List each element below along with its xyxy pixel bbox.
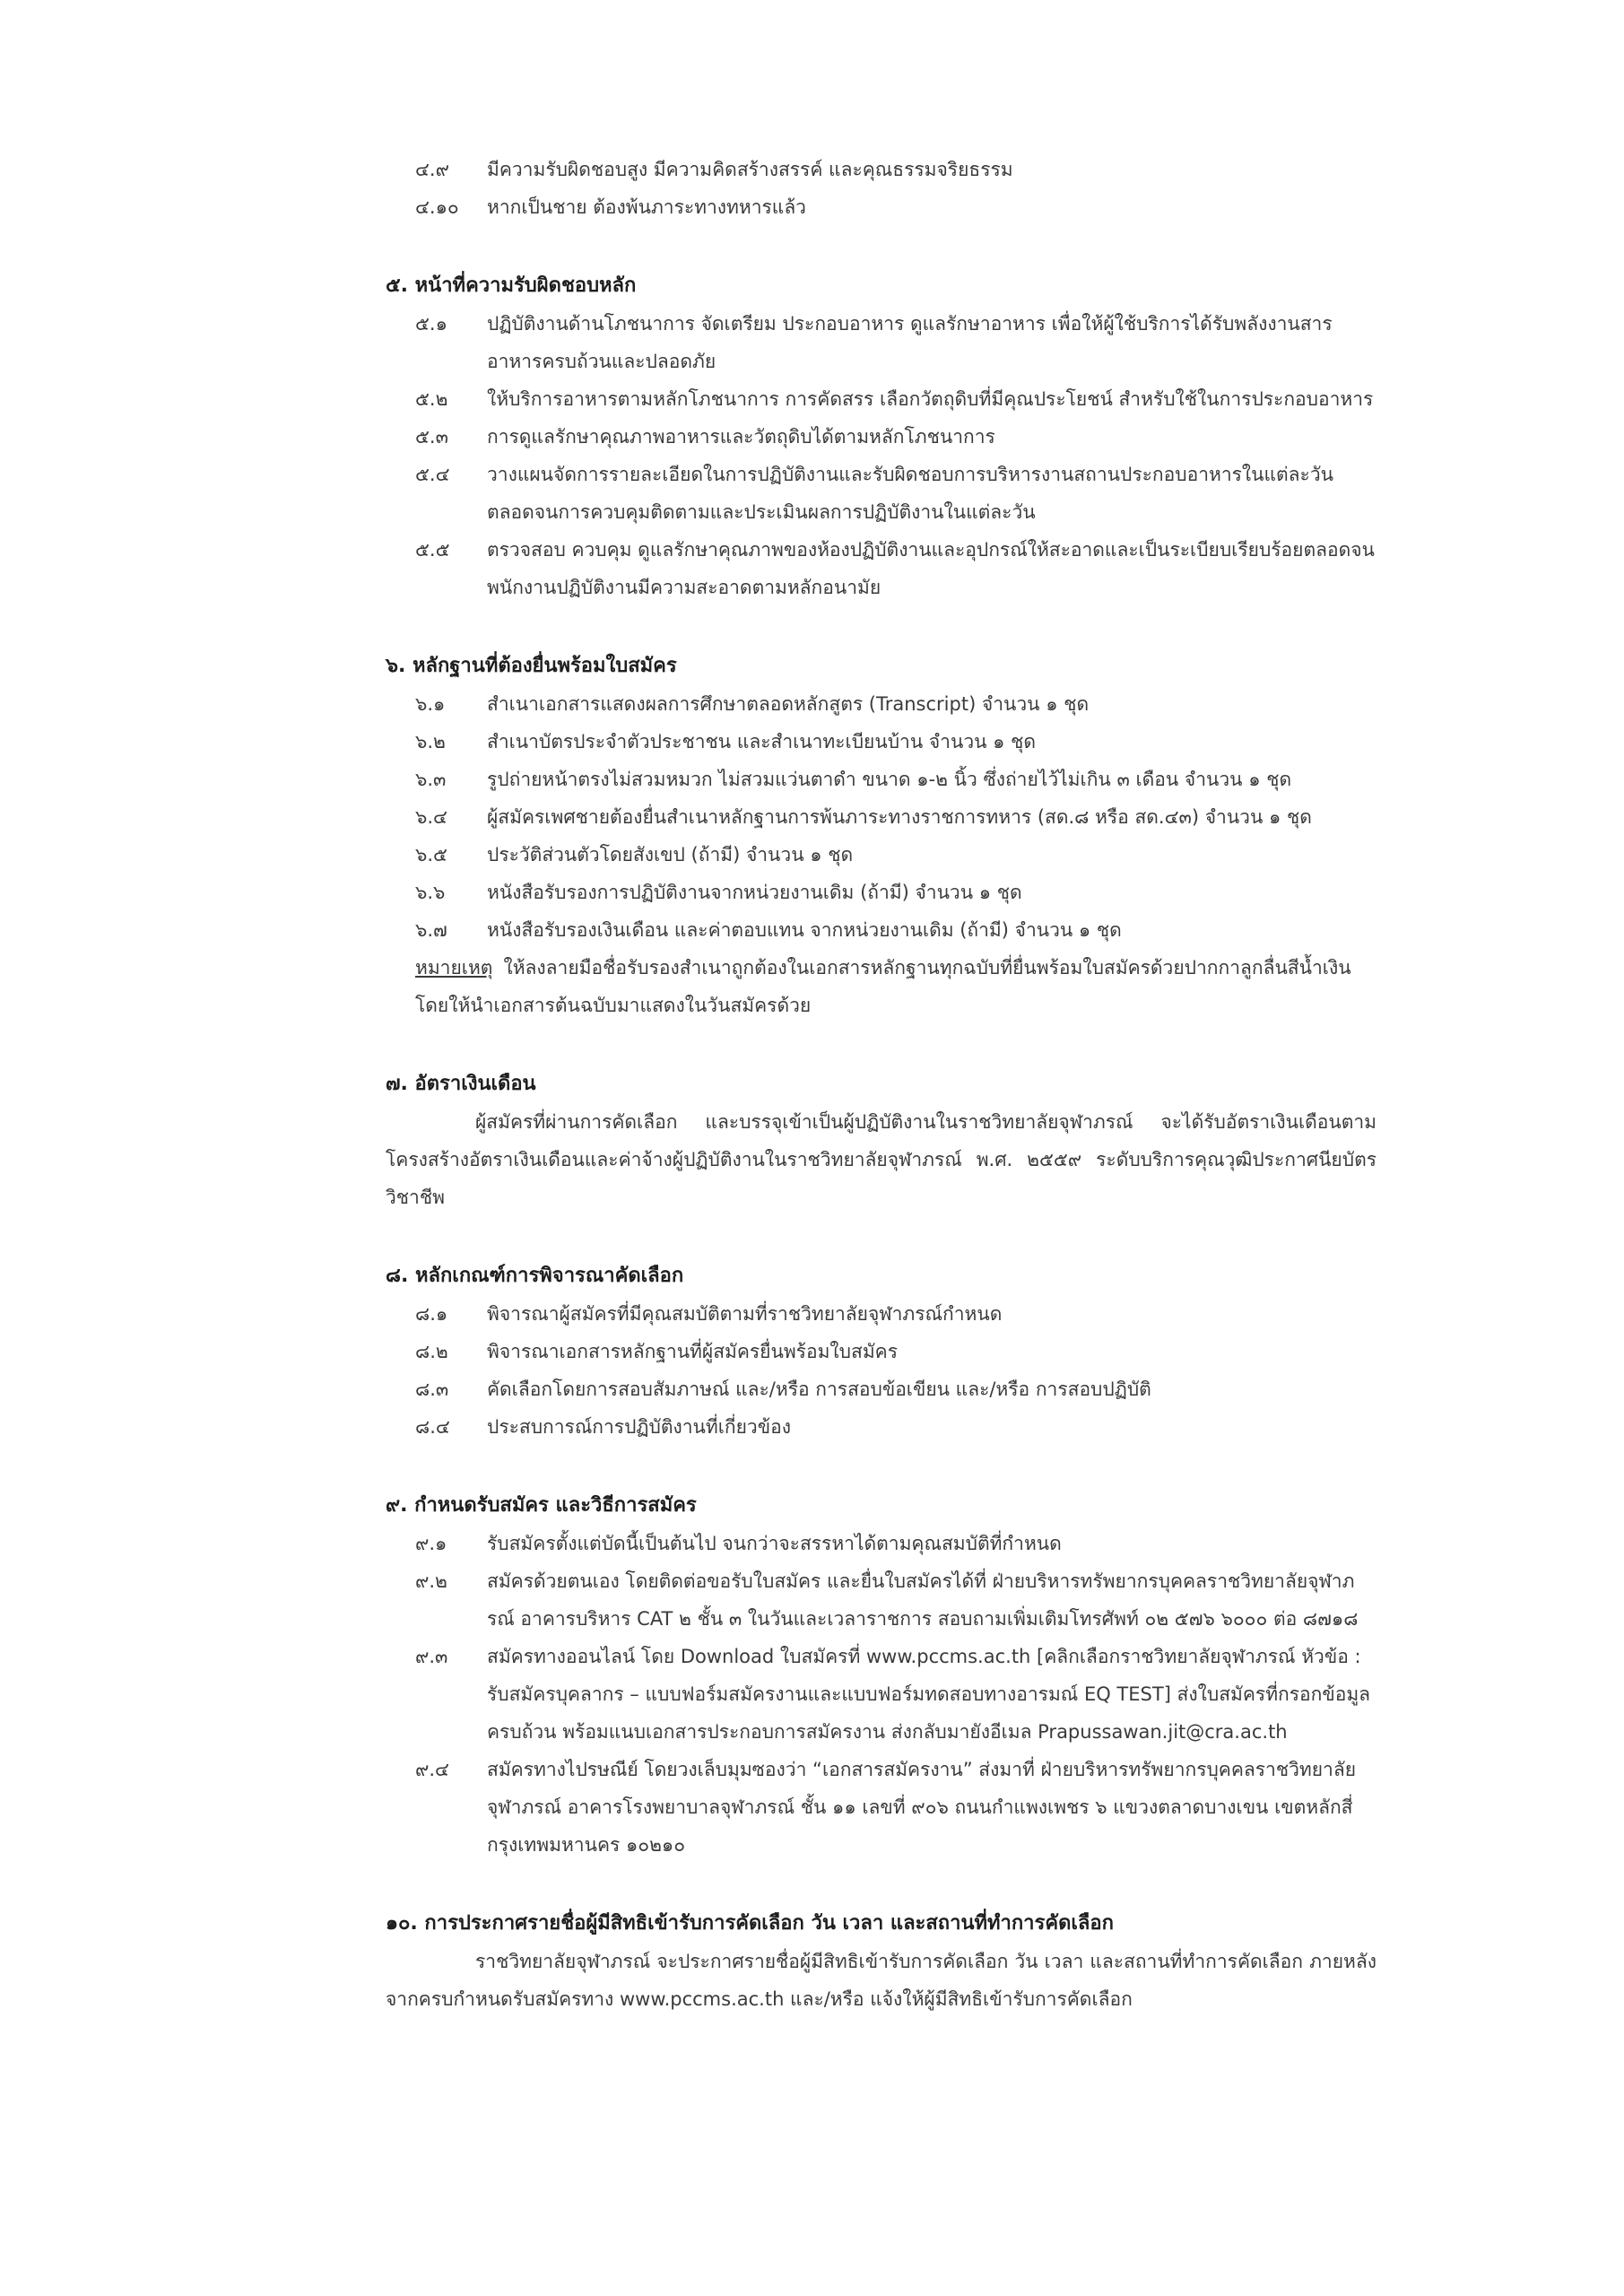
item-number: ๖.๓ [415, 769, 447, 790]
item-number: ๖.๗ [415, 919, 447, 941]
item-text: มีความรับผิดชอบสูง มีความคิดสร้างสรรค์ และคุณธรรมจริยธรรม [487, 159, 1013, 180]
item-number: ๙.๓ [415, 1646, 448, 1667]
list-item [415, 1562, 1376, 1638]
item-text: พิจารณาผู้สมัครที่มีคุณสมบัติตามที่ราชวิทยาลัยจุฬาภรณ์กำหนด [487, 1303, 1003, 1325]
list-item [415, 151, 1376, 188]
item-text: รับสมัครตั้งแต่บัดนี้เป็นต้นไป จนกว่าจะสรรหาได้ตามคุณสมบัติที่กำหนด [487, 1533, 1062, 1554]
section-paragraph: ราชวิทยาลัยจุฬาภรณ์ จะประกาศรายชื่อผู้มีสิทธิเข้ารับการคัดเลือก วัน เวลา และสถานที่ทำการคัดเลือก ภายหลังจากครบกำหนดรับสมัครทาง www.pccms.ac.th และ/หรือ แจ้งให้ผู้มีสิทธิเข้ารับการคัดเลือก [386, 1951, 1376, 2010]
document-page [386, 151, 1376, 2018]
item-number: ๖.๒ [415, 731, 446, 752]
item-text: คัดเลือกโดยการสอบสัมภาษณ์ และ/หรือ การสอบข้อเขียน และ/หรือ การสอบปฏิบัติ [487, 1378, 1151, 1400]
list-item [415, 456, 1376, 531]
item-number: ๘.๔ [415, 1416, 450, 1438]
section-heading: ๗. อัตราเงินเดือน [386, 1073, 536, 1095]
section-heading: ๕. หน้าที่ความรับผิดชอบหลัก [386, 274, 637, 297]
list-item [415, 1525, 1376, 1562]
list-item [415, 1370, 1376, 1408]
section-paragraph: ผู้สมัครที่ผ่านการคัดเลือก และบรรจุเข้าเป็นผู้ปฏิบัติงานในราชวิทยาลัยจุฬาภรณ์ จะได้รับอัตราเงินเดือนตามโครงสร้างอัตราเงินเดือนและค่าจ้างผู้ปฏิบัติงานในราชวิทยาลัยจุฬาภรณ์ พ.ศ. ๒๕๕๙ ระดับบริการคุณวุฒิประกาศนียบัตรวิชาชีพ [386, 1111, 1376, 1208]
list-item [415, 874, 1376, 911]
list-item [415, 418, 1376, 456]
item-text: การดูแลรักษาคุณภาพอาหารและวัตถุดิบได้ตามหลักโภชนาการ [487, 426, 995, 448]
item-number: ๘.๓ [415, 1378, 449, 1400]
note-label: หมายเหตุ [415, 957, 493, 978]
item-number: ๙.๒ [415, 1570, 447, 1592]
item-text: หนังสือรับรองเงินเดือน และค่าตอบแทน จากหน่วยงานเดิม (ถ้ามี) จำนวน ๑ ชุด [487, 919, 1122, 941]
item-number: ๖.๔ [415, 806, 447, 828]
note-text: ให้ลงลายมือชื่อรับรองสำเนาถูกต้องในเอกสารหลักฐานทุกฉบับที่ยื่นพร้อมใบสมัครด้วยปากกาลูกลื่นสีน้ำเงิน โดยให้นำเอกสารต้นฉบับมาแสดงในวันสมัครด้วย [415, 957, 1351, 1016]
item-text: พิจารณาเอกสารหลักฐานที่ผู้สมัครยื่นพร้อมใบสมัคร [487, 1341, 898, 1362]
item-number: ๙.๑ [415, 1533, 447, 1554]
note [415, 949, 1376, 1024]
item-number: ๙.๔ [415, 1759, 449, 1780]
list-item [415, 188, 1376, 226]
section-heading: ๑๐. การประกาศรายชื่อผู้มีสิทธิเข้ารับการคัดเลือก วัน เวลา และสถานที่ทำการคัดเลือก [386, 1912, 1114, 1935]
list-item [415, 380, 1376, 418]
item-number: ๖.๖ [415, 882, 446, 903]
list-item [415, 685, 1376, 723]
item-text: สำเนาเอกสารแสดงผลการศึกษาตลอดหลักสูตร (Transcript) จำนวน ๑ ชุด [487, 693, 1090, 715]
item-number: ๕.๓ [415, 426, 448, 448]
item-number: ๕.๑ [415, 313, 447, 335]
item-text: หนังสือรับรองการปฏิบัติงานจากหน่วยงานเดิม (ถ้ามี) จำนวน ๑ ชุด [487, 882, 1022, 903]
item-number: ๘.๑ [415, 1303, 448, 1325]
item-number: ๔.๑๐ [415, 196, 459, 218]
section-7-salary [386, 1065, 1376, 1216]
item-text: รูปถ่ายหน้าตรงไม่สวมหมวก ไม่สวมแว่นตาดำ ขนาด ๑-๒ นิ้ว ซึ่งถ่ายไว้ไม่เกิน ๓ เดือน จำนวน ๑ ชุด [487, 769, 1292, 790]
section-4-tail [386, 151, 1376, 226]
item-text: ผู้สมัครเพศชายต้องยื่นสำเนาหลักฐานการพ้นภาระทางราชการทหาร (สด.๘ หรือ สด.๔๓) จำนวน ๑ ชุด [487, 806, 1312, 828]
item-number: ๘.๒ [415, 1341, 448, 1362]
section-heading: ๘. หลักเกณฑ์การพิจารณาคัดเลือก [386, 1265, 684, 1287]
item-text: ตรวจสอบ ควบคุม ดูแลรักษาคุณภาพของห้องปฏิบัติงานและอุปกรณ์ให้สะอาดและเป็นระเบียบเรียบร้อยตลอดจนพนักงานปฏิบัติงานมีความสะอาดตามหลักอนามัย [487, 539, 1375, 598]
item-text: ประวัติส่วนตัวโดยสังเขป (ถ้ามี) จำนวน ๑ ชุด [487, 844, 854, 865]
section-heading: ๙. กำหนดรับสมัคร และวิธีการสมัคร [386, 1494, 697, 1517]
item-text: วางแผนจัดการรายละเอียดในการปฏิบัติงานและรับผิดชอบการบริหารงานสถานประกอบอาหารในแต่ละวันตลอดจนการควบคุมติดตามและประเมินผลการปฏิบัติงานในแต่ละวัน [487, 464, 1333, 523]
item-text: ให้บริการอาหารตามหลักโภชนาการ การคัดสรร เลือกวัตถุดิบที่มีคุณประโยชน์ สำหรับใช้ในการประกอบอาหาร [487, 388, 1374, 410]
item-text: ปฏิบัติงานด้านโภชนาการ จัดเตรียม ประกอบอาหาร ดูแลรักษาอาหาร เพื่อให้ผู้ใช้บริการได้รับพลังงานสารอาหารครบถ้วนและปลอดภัย [487, 313, 1333, 372]
section-10-announcement [386, 1905, 1376, 2018]
section-6-required-documents [386, 648, 1376, 1024]
list-item [415, 1408, 1376, 1446]
list-item [415, 836, 1376, 874]
item-number: ๔.๙ [415, 159, 449, 180]
list-item [415, 531, 1376, 606]
list-item [415, 798, 1376, 836]
section-5-responsibilities [386, 267, 1376, 606]
item-number: ๕.๕ [415, 539, 450, 561]
item-number: ๕.๒ [415, 388, 448, 410]
list-item [415, 911, 1376, 949]
item-number: ๕.๔ [415, 464, 450, 485]
item-text: หากเป็นชาย ต้องพ้นภาระทางทหารแล้ว [487, 196, 806, 218]
item-text: สมัครด้วยตนเอง โดยติดต่อขอรับใบสมัคร และยื่นใบสมัครได้ที่ ฝ่ายบริหารทรัพยากรบุคคลราชวิทยาลัยจุฬาภรณ์ อาคารบริหาร CAT ๒ ชั้น ๓ ในวันและเวลาราชการ สอบถามเพิ่มเติมโทรศัพท์ ๐๒ ๕๗๖ ๖๐๐๐ ต่อ ๘๗๑๘ [487, 1570, 1359, 1630]
section-9-application [386, 1487, 1376, 1864]
item-text: สมัครทางไปรษณีย์ โดยวงเล็บมุมซองว่า “เอกสารสมัครงาน” ส่งมาที่ ฝ่ายบริหารทรัพยากรบุคคลราชวิทยาลัยจุฬาภรณ์ อาคารโรงพยาบาลจุฬาภรณ์ ชั้น ๑๑ เลขที่ ๙๐๖ ถนนกำแพงเพชร ๖ แขวงตลาดบางเขน เขตหลักสี่ กรุงเทพมหานคร ๑๐๒๑๐ [487, 1759, 1357, 1856]
item-number: ๖.๕ [415, 844, 447, 865]
list-item [415, 1333, 1376, 1370]
list-item [415, 723, 1376, 761]
item-text: สำเนาบัตรประจำตัวประชาชน และสำเนาทะเบียนบ้าน จำนวน ๑ ชุด [487, 731, 1037, 752]
list-item [415, 1638, 1376, 1751]
section-8-selection-criteria [386, 1257, 1376, 1446]
item-number: ๖.๑ [415, 693, 446, 715]
list-item [415, 305, 1376, 380]
item-text: ประสบการณ์การปฏิบัติงานที่เกี่ยวข้อง [487, 1416, 791, 1438]
list-item [415, 761, 1376, 798]
list-item [415, 1295, 1376, 1333]
list-item [415, 1751, 1376, 1864]
item-text: สมัครทางออนไลน์ โดย Download ใบสมัครที่ www.pccms.ac.th [คลิกเลือกราชวิทยาลัยจุฬาภรณ์ หัวข้อ : รับสมัครบุคลากร – แบบฟอร์มสมัครงานและแบบฟอร์มทดสอบทางอารมณ์ EQ TEST] ส่งใบสมัครที่กรอกข้อมูลครบถ้วน พร้อมแนบเอกสารประกอบการสมัครงาน ส่งกลับมายังอีเมล Prapussawan.jit@cra.ac.th [487, 1646, 1371, 1743]
section-heading: ๖. หลักฐานที่ต้องยื่นพร้อมใบสมัคร [386, 655, 677, 677]
